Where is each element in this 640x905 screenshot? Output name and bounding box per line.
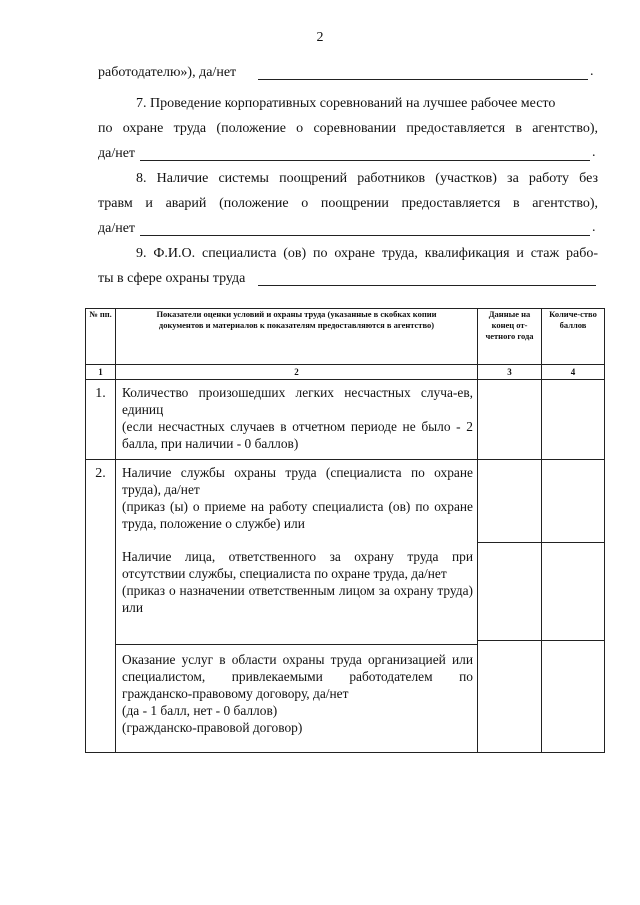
item-7-answer-label: да/нет	[98, 146, 136, 161]
year-data-cell[interactable]	[478, 460, 542, 753]
column-number: 1	[86, 365, 116, 380]
period: .	[590, 64, 594, 79]
item-9-text-cont: ты в сфере охраны труда	[98, 271, 246, 286]
period: .	[592, 145, 596, 160]
answer-underline	[258, 285, 596, 286]
table-row	[86, 380, 605, 460]
indicator-paragraph: (если несчастных случаев в отчетном периоде не было - 2 балла, при наличии - 0 баллов)	[122, 419, 473, 451]
item-8-answer-label: да/нет	[98, 221, 136, 236]
page-number: 2	[316, 30, 324, 45]
sub-row-divider	[478, 542, 541, 543]
column-number: 3	[478, 365, 542, 380]
item-7-text-cont: по охране труда (положение о соревновании предоставляется в агентство),	[98, 121, 598, 136]
row-indicator-text	[116, 460, 478, 753]
sub-row-divider	[478, 640, 541, 641]
item-8-text-cont: травм и аварий (положение о поощрении предоставляется в агентство),	[98, 196, 598, 211]
answer-underline	[140, 160, 590, 161]
indicator-paragraph: Оказание услуг в области охраны труда организацией или специалистом, привлекаемыми работодателем по гражданско-правовому договору, да/нет	[122, 652, 473, 701]
answer-underline	[140, 235, 590, 236]
header-indicators: Показатели оценки условий и охраны труда (указанные в скобках копии документов и материалов к показателям предоставляются в агентство)	[116, 309, 478, 365]
indicator-paragraph: (да - 1 балл, нет - 0 баллов)	[122, 703, 278, 718]
indicators-table	[85, 308, 605, 753]
row-number: 2.	[86, 460, 116, 753]
column-number: 2	[116, 365, 478, 380]
indicator-paragraph: Количество произошедших легких несчастных случа-ев, единиц	[122, 385, 473, 417]
period: .	[592, 220, 596, 235]
sub-row-divider	[542, 640, 604, 641]
indicator-paragraph: (приказ о назначении ответственным лицом за охрану труда) или	[122, 583, 473, 615]
header-year-data: Данные на конец от-четного года	[478, 309, 542, 365]
indicator-paragraph: (гражданско-правовой договор)	[122, 720, 303, 735]
indicator-paragraph: (приказ (ы) о приеме на работу специалиста (ов) по охране труда, положение о службе) или	[122, 499, 473, 531]
item-7-text: 7. Проведение корпоративных соревнований на лучшее рабочее место	[136, 96, 556, 111]
header-number: № пп.	[86, 309, 116, 365]
row-number: 1.	[86, 380, 116, 460]
answer-underline	[258, 79, 588, 80]
sub-row-divider	[542, 542, 604, 543]
employer-line-label: работодателю»), да/нет	[98, 65, 237, 80]
year-data-cell[interactable]	[478, 380, 542, 460]
column-number-row	[86, 365, 605, 380]
header-points: Количе-ство баллов	[542, 309, 605, 365]
points-cell[interactable]	[542, 380, 605, 460]
table-header-row	[86, 309, 605, 365]
item-9-text: 9. Ф.И.О. специалиста (ов) по охране труда, квалификация и стаж рабо-	[136, 246, 598, 261]
indicator-paragraph: Наличие службы охраны труда (специалиста по охране труда), да/нет	[122, 465, 473, 497]
item-8-text: 8. Наличие системы поощрений работников (участков) за работу без	[136, 171, 598, 186]
column-number: 4	[542, 365, 605, 380]
points-cell[interactable]	[542, 460, 605, 753]
indicator-paragraph: Наличие лица, ответственного за охрану труда при отсутствии службы, специалиста по охране труда, да/нет	[122, 549, 473, 581]
row-indicator-text	[116, 380, 478, 460]
table-row	[86, 460, 605, 753]
